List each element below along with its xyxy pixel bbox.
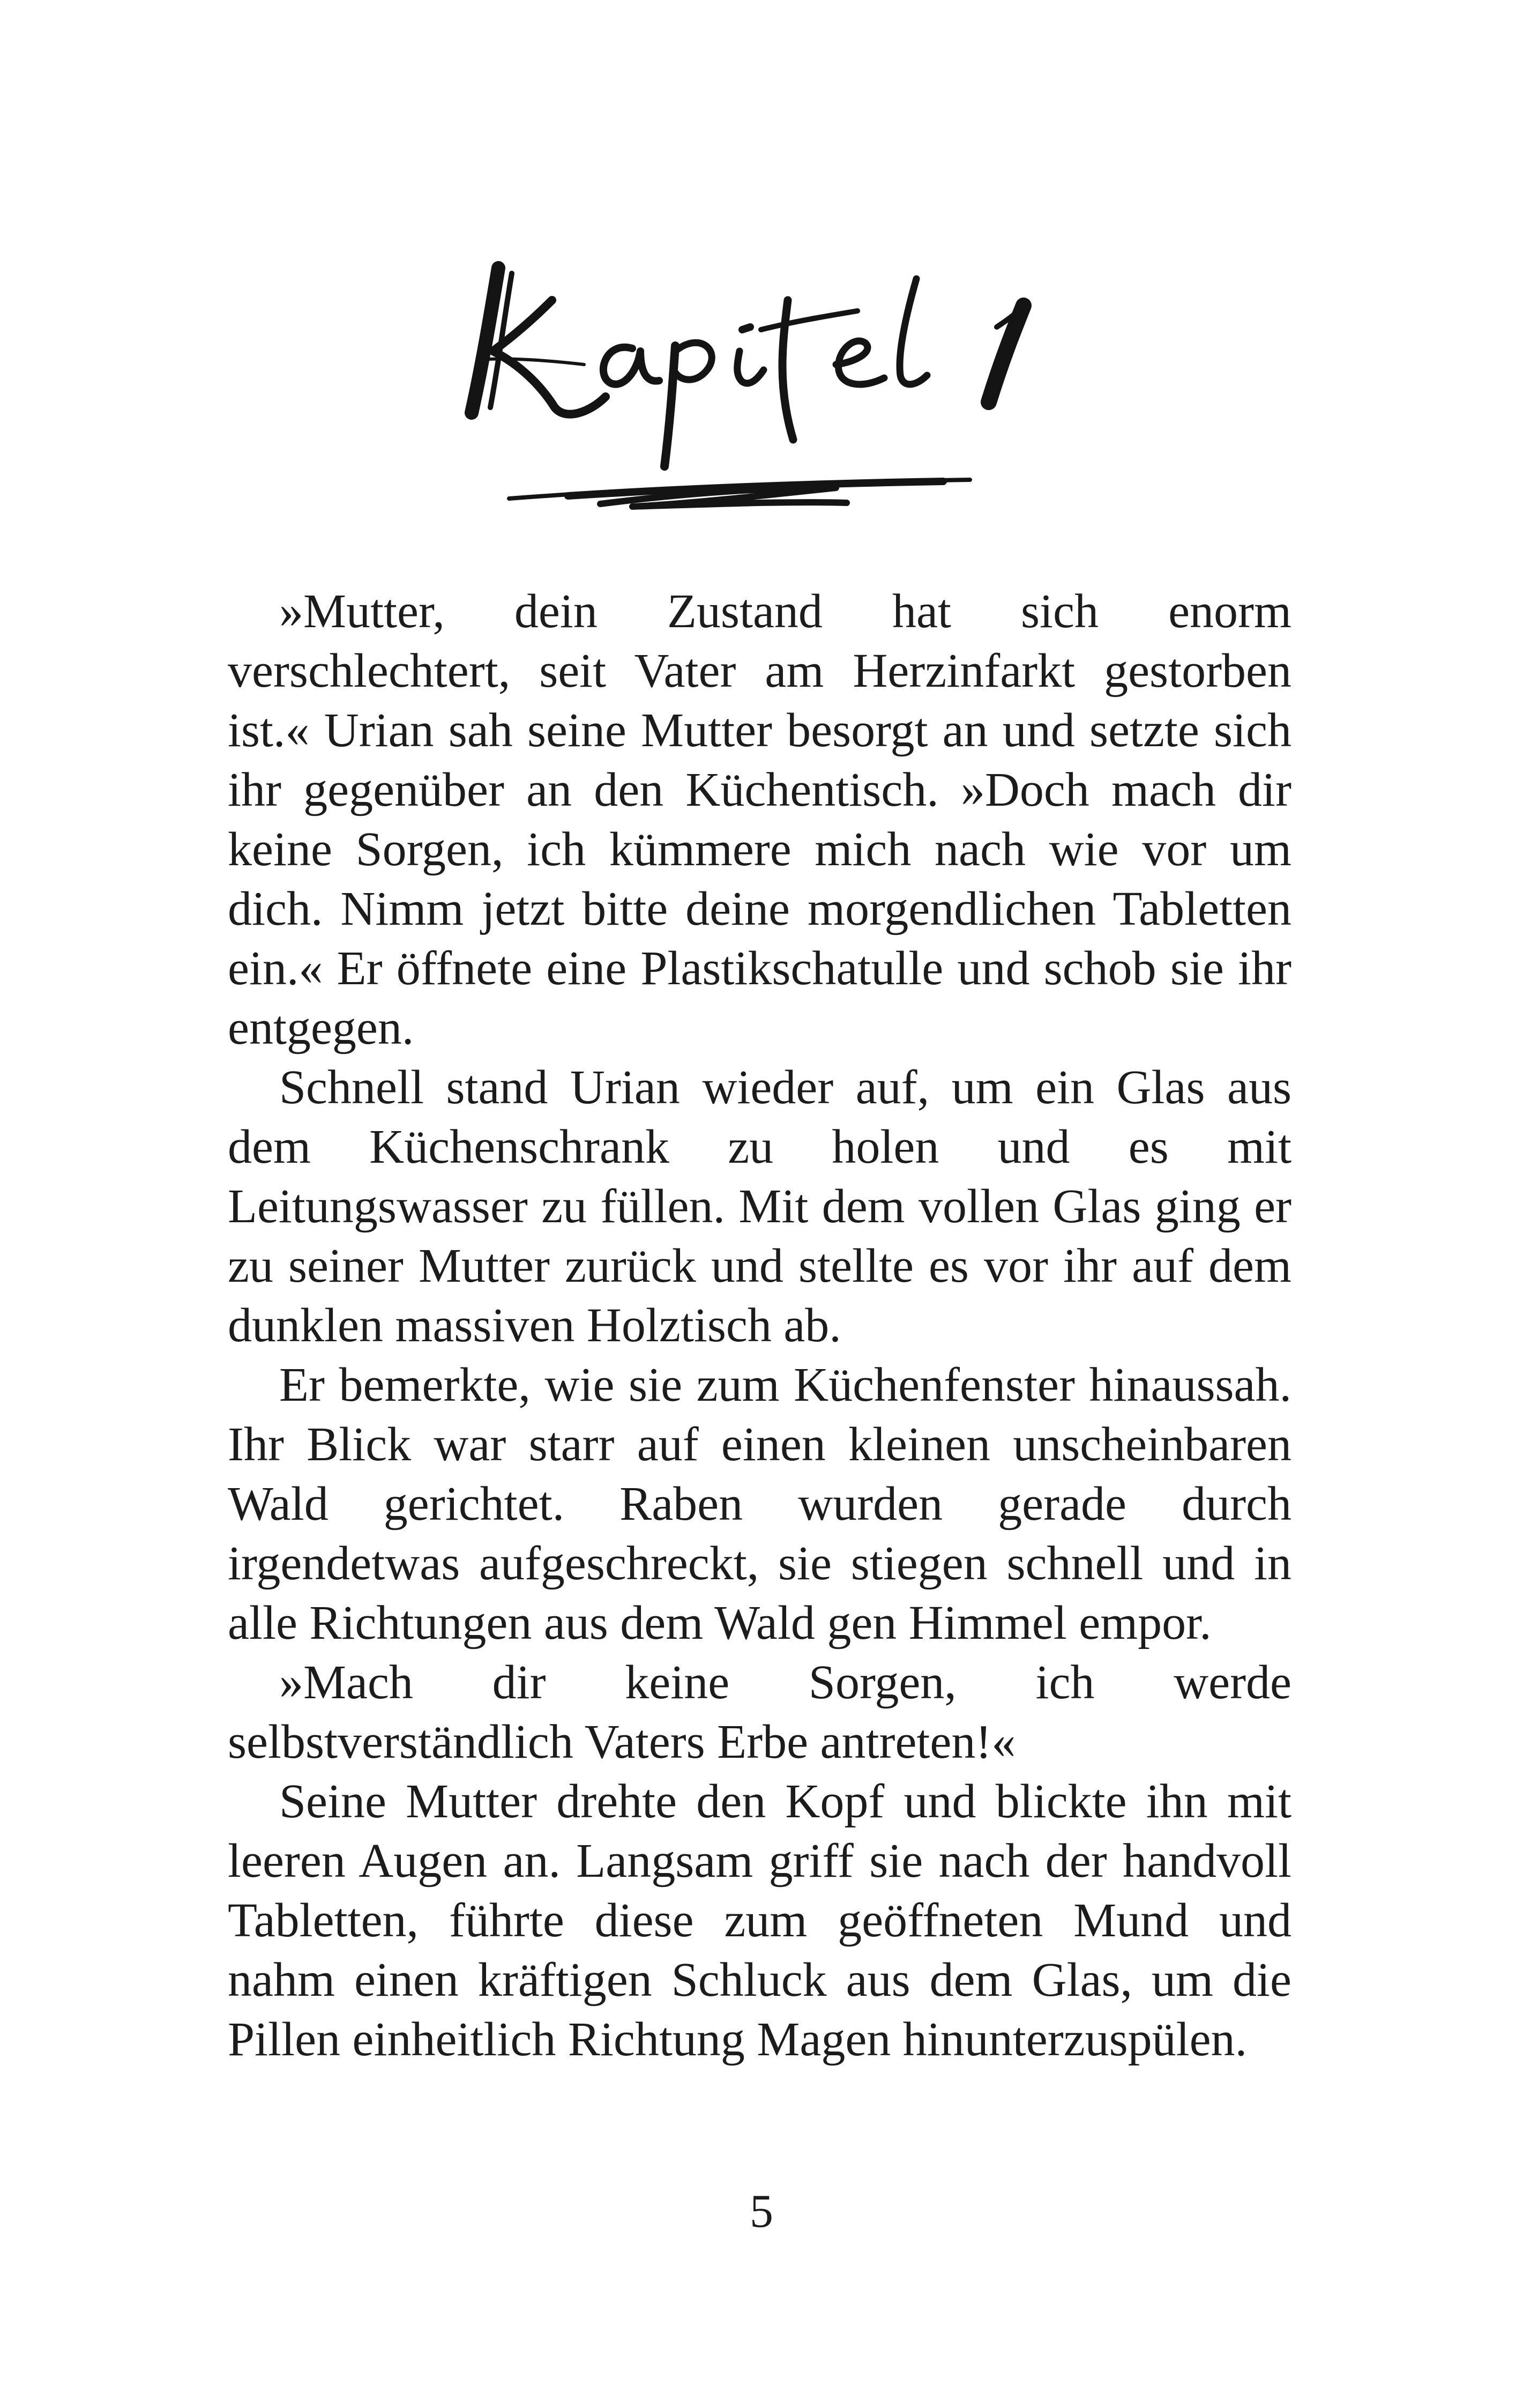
chapter-heading-brush-lettering — [461, 236, 1050, 536]
chapter-body-text — [228, 582, 1291, 2069]
page-number: 5 — [750, 2186, 773, 2238]
paragraph: »Mutter, dein Zustand hat sich enorm verschlechtert, seit Vater am Herzinfarkt gestorben ist.« Urian sah seine Mutter besorgt an und setzte sich ihr gegenüber an den Küchentisch. »Doch mach dir keine Sorgen, ich kümmere mich nach wie vor um dich. Nimm jetzt bitte deine morgendlichen Tabletten ein.« Er öffnete eine Plastikschatulle und schob sie ihr entgegen. — [228, 585, 1291, 1054]
paragraph: Seine Mutter drehte den Kopf und blickte ihn mit leeren Augen an. Langsam griff sie nach der handvoll Tabletten, führte diese zum geöffneten Mund und nahm einen kräftigen Schluck aus dem Glas, um die Pillen einheitlich Richtung Magen hinunterzuspülen. — [228, 1775, 1291, 2066]
chapter-heading — [461, 236, 1050, 536]
paragraph: Er bemerkte, wie sie zum Küchenfenster hinaussah. Ihr Blick war starr auf einen kleinen unscheinbaren Wald gerichtet. Raben wurden gerade durch irgendetwas aufgeschreckt, sie stiegen schnell und in alle Richtungen aus dem Wald gen Himmel empor. — [228, 1358, 1291, 1649]
paragraph: Schnell stand Urian wieder auf, um ein Glas aus dem Küchenschrank zu holen und es mit Leitungswasser zu füllen. Mit dem vollen Glas ging er zu seiner Mutter zurück und stellte es vor ihr auf dem dunklen massiven Holztisch ab. — [228, 1061, 1291, 1352]
paragraph: »Mach dir keine Sorgen, ich werde selbstverständlich Vaters Erbe antreten!« — [228, 1656, 1291, 1768]
